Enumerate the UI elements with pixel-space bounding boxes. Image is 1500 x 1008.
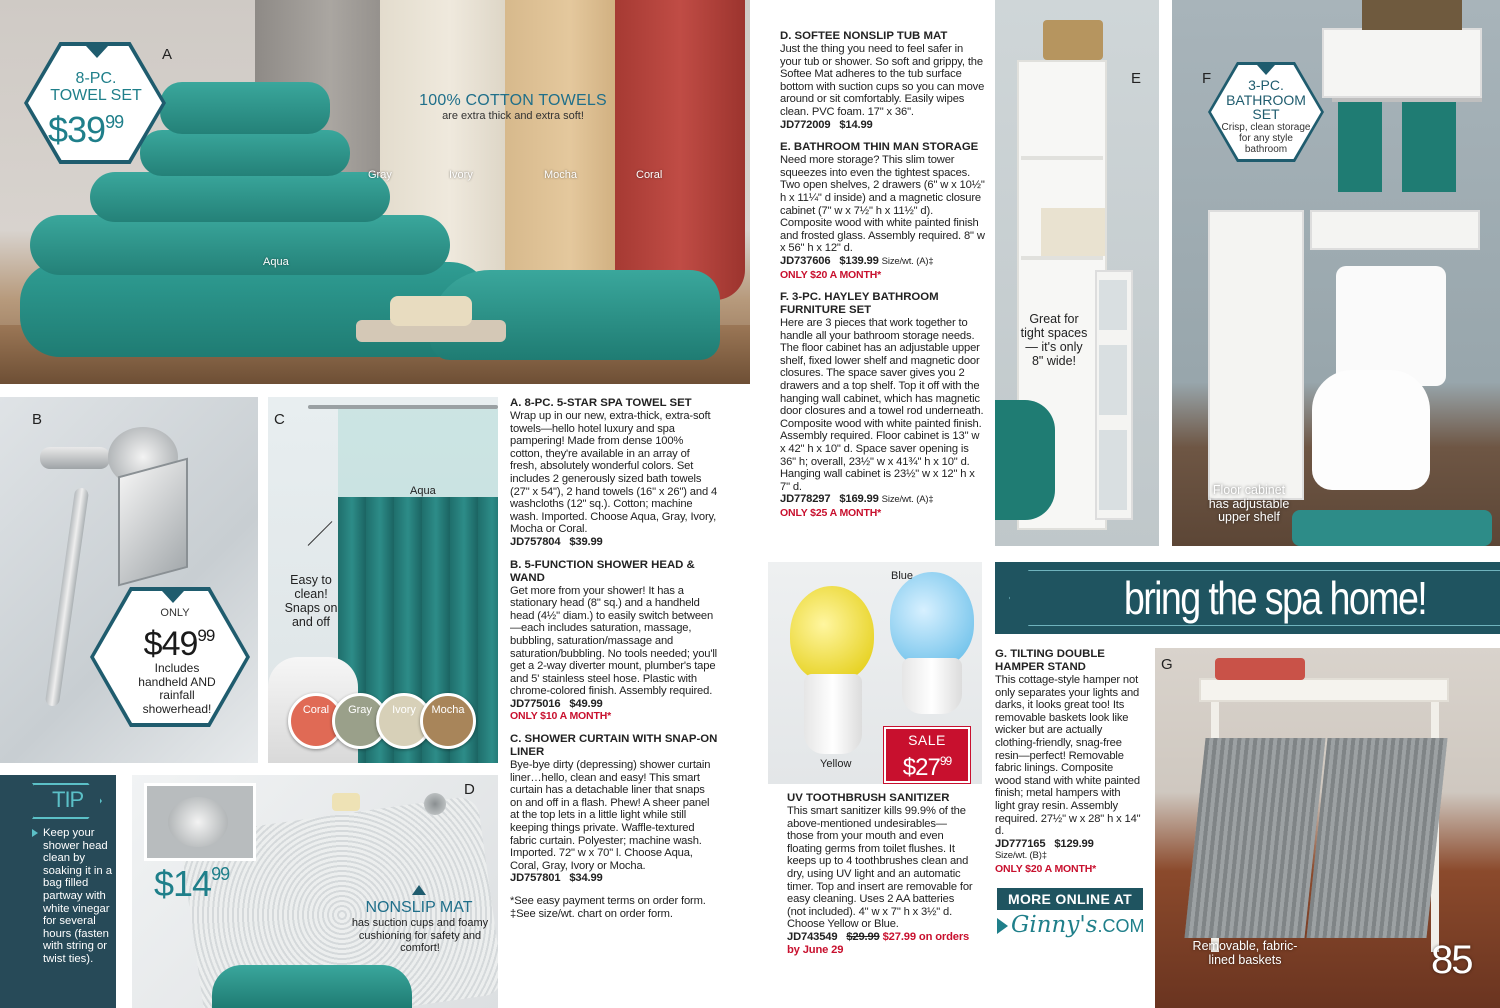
- swatch-coral: Coral: [288, 693, 344, 749]
- copy-shower-head-month: ONLY $10 A MONTH*: [510, 710, 612, 723]
- towel-set-badge-cents: 99: [105, 112, 124, 132]
- mat-subhead: has suction cups and foamy cushioning for safety and comfort!: [351, 917, 489, 954]
- copy-uv-old-price: $29.99: [846, 930, 880, 943]
- shower-head-badge-text: Includes handheld AND rainfall showerhead!: [138, 661, 216, 716]
- copy-thin-man-title: E. BATHROOM THIN MAN STORAGE: [780, 141, 979, 154]
- bathroom-set-badge-title: 3-PC. BATHROOM SET: [1226, 77, 1306, 122]
- color-label-gray: Gray: [368, 169, 392, 181]
- copy-hayley-set: [780, 291, 985, 520]
- tip-title: TIP: [52, 787, 84, 812]
- hamper-photo: [1155, 648, 1500, 1008]
- copy-uv-sale-text: $27.99 on orders by June 29: [787, 930, 970, 956]
- copy-thin-man-body: Need more storage? This slim tower squeezes into even the tightest spaces. Two open shelves, 2 drawers (6" w x 10½" h x 11¼" d inside) and a magnetic closure cabinet (7" w x 7½" h x 11½" d). Composite wood with white painted finish and frosted glass. Assembly required. 8" w x 56" h x 12" d.: [780, 154, 985, 255]
- copy-shower-curtain-price: $34.99: [569, 872, 603, 885]
- color-label-ivory: Ivory: [449, 169, 473, 181]
- copy-uv-title: UV TOOTHBRUSH SANITIZER: [787, 792, 950, 804]
- copy-hamper: [995, 648, 1141, 876]
- copy-hayley-set-body: Here are 3 pieces that work together to handle all your bathroom storage needs. The floor cabinet has an adjustable upper shelf, fixed lower shelf and magnetic door closures. The space saver gives you 2 drawers and a top shelf. Top it off with the hanging wall cabinet, which has magnetic door closures and a towel rod underneath. Composite wood with white painted finish. Assembly required. Floor cabinet is 13" w x 42" h x 10" d. Space saver opening is 36" h; overall, 23½" w x 41¾" h x 10" d. Hanging wall cabinet is 23½" w x 12" h x 7" d.: [780, 317, 984, 493]
- copy-shower-head-sku: JD775016: [510, 697, 561, 710]
- more-online-link[interactable]: [997, 888, 1143, 948]
- color-label-aqua: Aqua: [263, 256, 289, 268]
- uv-label-blue: Blue: [891, 570, 914, 582]
- uv-label-yellow: Yellow: [820, 758, 852, 770]
- photo-letter-f: F: [1202, 70, 1212, 87]
- online-brand: Ginny's: [1011, 912, 1098, 938]
- copy-hamper-sizewt: Size/wt. (B)‡: [995, 850, 1047, 862]
- copy-towel-set-sku: JD757804: [510, 535, 561, 548]
- photo-letter-e: E: [1131, 70, 1142, 87]
- copy-towel-set-body: Wrap up in our new, extra-thick, extra-soft towels—hello hotel luxury and spa pampering! Made from dense 100% cotton, they're available in an array of fresh, absolutely wonderful colors. Set includes 2 generously sized bath towels (27" x 54"), 2 hand towels (16" x 26") and 4 washcloths (12" sq.). Cotton; machine wash. Imported. Choose Aqua, Gray, Ivory, Mocha or Coral.: [510, 410, 718, 536]
- photo-letter-a: A: [162, 46, 173, 63]
- bathroom-set-badge-text: Crisp, clean storage for any style bathroom: [1221, 122, 1311, 155]
- shower-curtain-photo: [268, 397, 498, 763]
- copy-hayley-set-sku: JD778297: [780, 493, 831, 506]
- shower-head-badge-only: ONLY: [160, 607, 190, 619]
- mat-price: $14: [154, 863, 212, 904]
- copy-uv-body: This smart sanitizer kills 99.9% of the above-mentioned undesirables—those from your mouth and even floating germs from toilet flushes. It keeps up to 4 toothbrushes clean and dry, using UV light and an automatic timer. Top and insert are removable for easy cleaning. Uses 2 AA batteries (not included). 4" w x 7" h x 3½" d. Choose Yellow or Blue.: [787, 805, 973, 931]
- mat-triangle-icon: [412, 885, 426, 895]
- tip-bullet-icon: [32, 829, 38, 837]
- copy-tub-mat-body: Just the thing you need to feel safer in your tub or shower. So soft and grippy, the Softee Mat adheres to the tub surface bottom with suction cups so you can move around or sit comfortably. Easily wipes clean. PVC foam. 17" x 36".: [780, 43, 985, 118]
- copy-thin-man-price: $139.99: [839, 254, 879, 267]
- copy-hamper-body: This cottage-style hamper not only separates your lights and darks, it looks great too! Its removable baskets look like wicker but are actually clothing-friendly, snag-free resin—perfect! Removable fabric linings. Composite wood stand with white painted finish; metal hampers with light gray resin. Assembly required. 27½" w x 28" h x 14" d.: [995, 674, 1141, 838]
- footnote-size: ‡See size/wt. chart on order form.: [510, 907, 673, 920]
- photo-letter-b: B: [32, 411, 43, 428]
- copy-shower-head: [510, 559, 718, 724]
- copy-tub-mat-sku: JD772009: [780, 118, 831, 131]
- copy-hayley-set-sizewt: Size/wt. (A)‡: [881, 494, 934, 506]
- curtain-color-label: Aqua: [410, 485, 436, 497]
- spa-banner: [995, 562, 1500, 634]
- photo-letter-g: G: [1161, 656, 1173, 673]
- hamper-callout: Removable, fabric-lined baskets: [1192, 939, 1298, 967]
- mat-headline: NONSLIP MAT: [365, 899, 473, 916]
- copy-column-right-top: [780, 30, 985, 530]
- color-label-coral: Coral: [636, 169, 663, 181]
- copy-hayley-set-month: ONLY $25 A MONTH*: [780, 507, 882, 519]
- bathroom-set-callout: Floor cabinet has adjustable upper shelf: [1208, 483, 1290, 524]
- copy-column-left: [510, 397, 718, 920]
- towel-set-badge-title: 8-PC. TOWEL SET: [50, 70, 142, 104]
- copy-hamper-title: G. TILTING DOUBLE HAMPER STAND: [995, 648, 1105, 673]
- more-online-label: MORE ONLINE AT: [997, 888, 1143, 910]
- copy-hayley-set-title: F. 3-PC. HAYLEY BATHROOM FURNITURE SET: [780, 291, 939, 317]
- copy-thin-man-sizewt: Size/wt. (A)‡: [881, 255, 934, 267]
- photo-letter-c: C: [274, 411, 285, 428]
- shower-head-photo: [0, 397, 258, 763]
- tip-box: [0, 775, 116, 1008]
- copy-thin-man-sku: JD737606: [780, 254, 831, 267]
- sale-badge-price: $27: [902, 754, 940, 781]
- copy-hamper-price: $129.99: [1054, 837, 1094, 850]
- thin-man-storage-photo: [995, 0, 1159, 546]
- nonslip-mat-photo: [132, 775, 498, 1008]
- curtain-callout: Easy to clean! Snaps on and off: [284, 573, 338, 629]
- copy-shower-head-title: B. 5-FUNCTION SHOWER HEAD & WAND: [510, 558, 695, 584]
- footnote-payment: *See easy payment terms on order form.: [510, 895, 706, 907]
- shower-head-badge-cents: 99: [197, 626, 215, 645]
- page-number: 85: [1431, 938, 1472, 982]
- copy-shower-curtain-title: C. SHOWER CURTAIN WITH SNAP-ON LINER: [510, 733, 718, 759]
- swatch-mocha: Mocha: [420, 693, 476, 749]
- spa-banner-text: bring the spa home!: [1123, 572, 1427, 624]
- shower-head-badge-price: $49: [143, 625, 198, 663]
- copy-shower-head-price: $49.99: [569, 697, 603, 710]
- sale-badge-label: SALE: [908, 732, 946, 748]
- towel-set-badge-price: $39: [48, 109, 106, 150]
- copy-hamper-sku: JD777165: [995, 837, 1046, 850]
- copy-thin-man-month: ONLY $20 A MONTH*: [780, 268, 882, 281]
- copy-towel-set: [510, 397, 718, 549]
- copy-shower-curtain-body: Bye-bye dirty (depressing) shower curtain liner…hello, clean and easy! This smart curtain has a detachable liner that snaps on and off in a flash. Phew! A sheer panel at the top lets in a little light while still keeping things private. Waffle-textured fabric curtain. Polyester; machine wash. Imported. 72" w x 70" l. Choose Aqua, Coral, Gray, Ivory or Mocha.: [510, 759, 711, 872]
- sale-badge-cents: 99: [939, 754, 952, 768]
- copy-tub-mat: [780, 30, 985, 131]
- copy-towel-set-title: A. 8-PC. 5-STAR SPA TOWEL SET: [510, 397, 692, 409]
- cotton-towels-headline: 100% COTTON TOWELS: [419, 92, 607, 109]
- copy-shower-head-body: Get more from your shower! It has a stationary head (8" sq.) and a handheld head (4½" diam.) to easily switch between—each includes saturation, massage, bubbling, saturation/massage and saturation/bubbling. No tools needed; you'll get a 2-way diverter mount, plumber's tape and 5' stainless steel hose. Plastic with chrome-colored finish. Assembly required.: [510, 584, 718, 698]
- copy-hayley-set-price: $169.99: [839, 493, 879, 506]
- cotton-towels-subhead: are extra thick and extra soft!: [442, 110, 584, 122]
- copy-uv-sku: JD743549: [787, 930, 838, 943]
- towel-set-photo: [0, 0, 750, 384]
- copy-shower-curtain-sku: JD757801: [510, 872, 561, 885]
- uv-sanitizer-photo: [768, 562, 982, 784]
- mat-cents: 99: [211, 864, 230, 884]
- photo-letter-d: D: [464, 781, 475, 798]
- copy-shower-curtain: [510, 733, 718, 885]
- copy-hamper-month: ONLY $20 A MONTH*: [995, 862, 1097, 875]
- copy-towel-set-price: $39.99: [569, 535, 603, 548]
- copy-tub-mat-title: D. SOFTEE NONSLIP TUB MAT: [780, 30, 948, 42]
- color-label-mocha: Mocha: [544, 169, 578, 181]
- online-suffix: .COM: [1097, 916, 1145, 936]
- copy-uv-sanitizer: [787, 792, 973, 956]
- copy-tub-mat-price: $14.99: [839, 118, 873, 131]
- tip-text: Keep your shower head clean by soaking it in a bag filled partway with white vinegar for several hours (fasten with string or twist ties).: [43, 827, 113, 965]
- swatch-ivory: Ivory: [376, 693, 432, 749]
- copy-thin-man: [780, 141, 985, 281]
- swatch-gray: Gray: [332, 693, 388, 749]
- bathroom-set-photo: [1172, 0, 1500, 546]
- thin-man-callout: Great for tight spaces— it's only 8" wide!: [1020, 312, 1088, 368]
- online-arrow-icon: [997, 918, 1008, 934]
